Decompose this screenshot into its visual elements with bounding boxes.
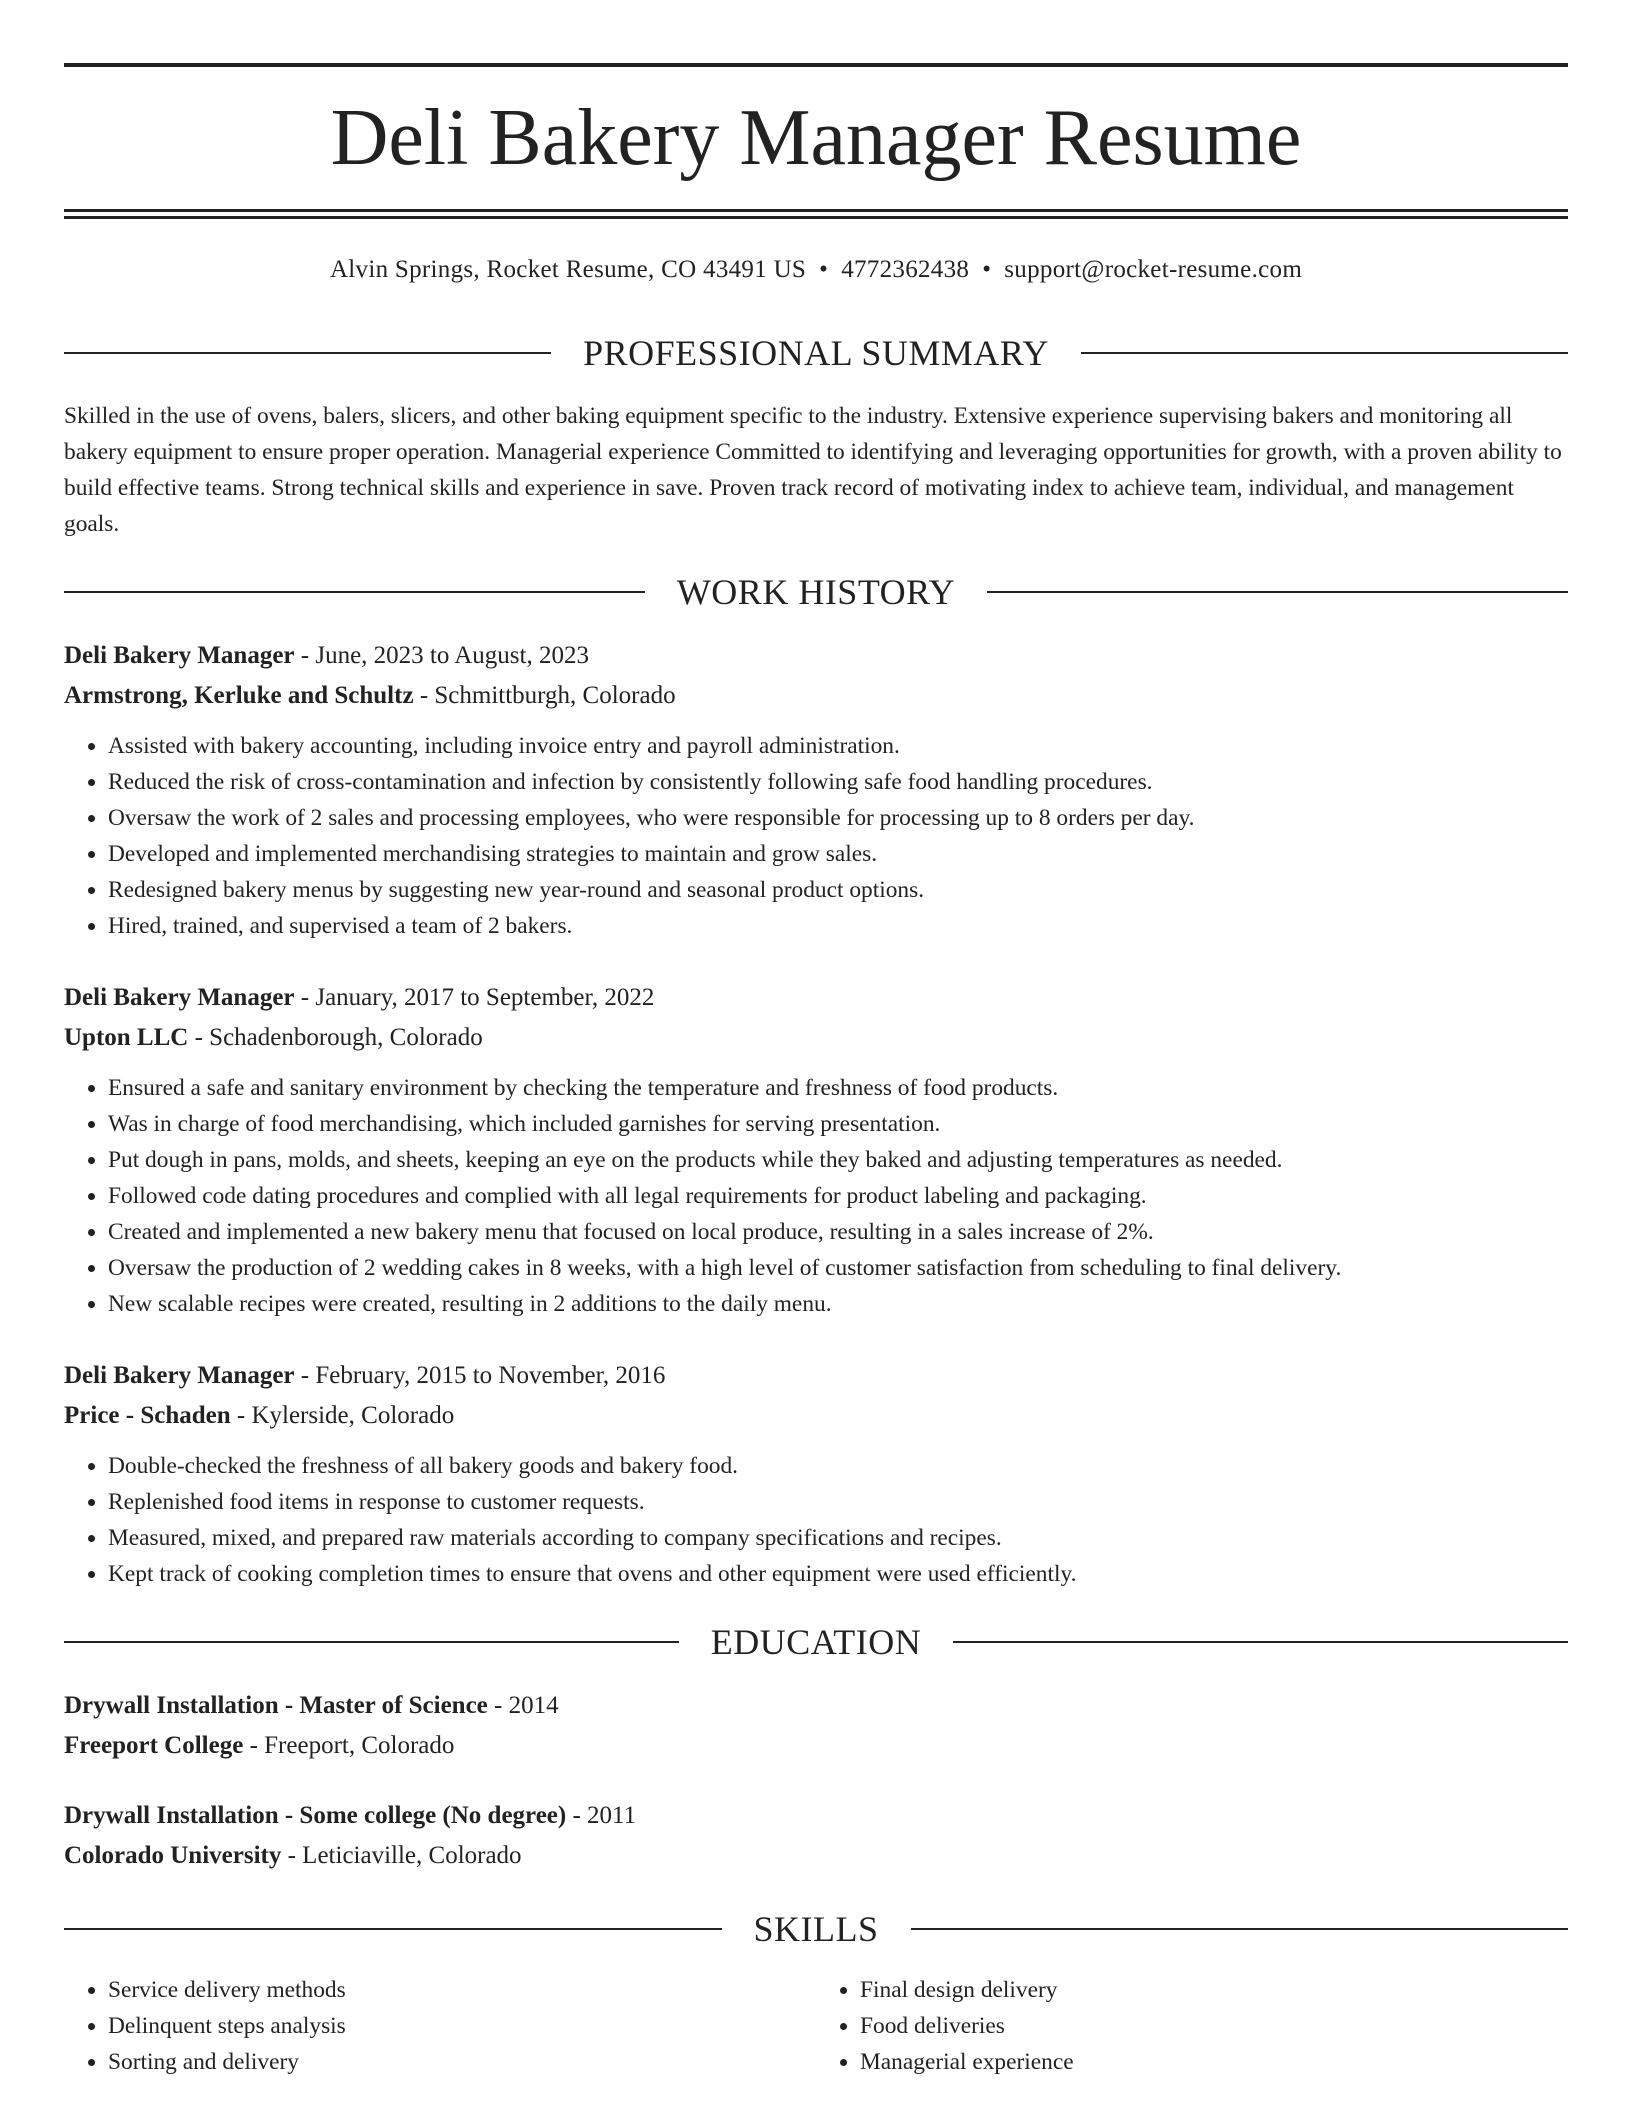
section-title: EDUCATION: [710, 1622, 922, 1662]
divider-line: [64, 591, 645, 593]
top-rule: [64, 63, 1568, 67]
job-title-line: [64, 636, 1568, 676]
job-title: Deli Bakery Manager: [64, 984, 295, 1011]
school-line: [64, 1726, 1568, 1766]
list-item: • Created and implemented a new bakery menu that focused on local produce, resulting in a sales increase of 2%.: [108, 1214, 1568, 1250]
skill-item: • Sorting and delivery: [108, 2044, 816, 2080]
school: Freeport College: [64, 1732, 244, 1759]
school-location: - Freeport, Colorado: [243, 1732, 455, 1759]
degree-line: [64, 1686, 1568, 1726]
job-title-line: [64, 1356, 1568, 1396]
list-item: • Put dough in pans, molds, and sheets, keeping an eye on the products while they baked and adjusting temperatures as needed.: [108, 1142, 1568, 1178]
job-dates: - February, 2015 to November, 2016: [294, 1362, 666, 1389]
skills-column-right: [816, 1972, 1568, 2080]
list-item: • Redesigned bakery menus by suggesting new year-round and seasonal product options.: [108, 872, 1568, 908]
job-company: Armstrong, Kerluke and Schultz: [64, 682, 414, 709]
job-location: - Schadenborough, Colorado: [188, 1024, 483, 1051]
list-item: • Assisted with bakery accounting, including invoice entry and payroll administration.: [108, 728, 1568, 764]
skill-item: • Service delivery methods: [108, 1972, 816, 2008]
contact-separator: •: [819, 256, 829, 283]
title-rule-lower: [64, 216, 1568, 219]
degree: Drywall Installation - Master of Science: [64, 1692, 488, 1719]
job-company-line: [64, 676, 1568, 716]
divider-line: [987, 591, 1568, 593]
section-heading-summary: [64, 333, 1568, 373]
job-company: Price - Schaden: [64, 1402, 231, 1429]
job-duties: [64, 1070, 1568, 1322]
education-entry: [64, 1796, 1568, 1876]
job-company: Upton LLC: [64, 1024, 189, 1051]
job-entry: [64, 978, 1568, 1322]
job-company-line: [64, 1018, 1568, 1058]
divider-line: [64, 352, 551, 354]
contact-phone: 4772362438: [841, 256, 970, 283]
list-item: • New scalable recipes were created, resulting in 2 additions to the daily menu.: [108, 1286, 1568, 1322]
contact-line: [64, 254, 1568, 286]
job-title: Deli Bakery Manager: [64, 1362, 295, 1389]
section-heading-education: [64, 1622, 1568, 1662]
summary-text: Skilled in the use of ovens, balers, slicers, and other baking equipment specific to the industry. Extensive experience supervising bakers and monitoring all bakery equipment to ensure proper operation. Managerial experience Committed to identifying and leveraging opportunities for growth, with a proven ability to build effective teams. Strong technical skills and experience in save. Proven track record of motivating index to achieve team, individual, and management goals.: [64, 403, 1562, 537]
job-location: - Kylerside, Colorado: [230, 1402, 455, 1429]
list-item: • Oversaw the production of 2 wedding cakes in 8 weeks, with a high level of customer satisfaction from scheduling to final delivery.: [108, 1250, 1568, 1286]
page-title: Deli Bakery Manager Resume: [330, 94, 1302, 182]
school-line: [64, 1836, 1568, 1876]
divider-line: [953, 1641, 1568, 1643]
list-item: • Ensured a safe and sanitary environment by checking the temperature and freshness of food products.: [108, 1070, 1568, 1106]
job-title-line: [64, 978, 1568, 1018]
job-company-line: [64, 1396, 1568, 1436]
degree-year: - 2014: [487, 1692, 559, 1719]
job-entry: [64, 636, 1568, 944]
title-rule-upper: [64, 209, 1568, 212]
divider-line: [911, 1928, 1569, 1930]
job-duties: [64, 728, 1568, 944]
skill-item: • Managerial experience: [860, 2044, 1568, 2080]
list-item: • Replenished food items in response to customer requests.: [108, 1484, 1568, 1520]
skill-item: • Delinquent steps analysis: [108, 2008, 816, 2044]
skill-item: • Final design delivery: [860, 1972, 1568, 2008]
list-item: • Double-checked the freshness of all bakery goods and bakery food.: [108, 1448, 1568, 1484]
job-dates: - June, 2023 to August, 2023: [294, 642, 589, 669]
list-item: • Oversaw the work of 2 sales and processing employees, who were responsible for processing up to 8 orders per day.: [108, 800, 1568, 836]
list-item: • Hired, trained, and supervised a team of 2 bakers.: [108, 908, 1568, 944]
degree: Drywall Installation - Some college (No degree): [64, 1802, 567, 1829]
divider-line: [1081, 352, 1568, 354]
section-heading-work-history: [64, 572, 1568, 612]
degree-line: [64, 1796, 1568, 1836]
contact-email: support@rocket-resume.com: [1004, 256, 1303, 283]
section-title: WORK HISTORY: [676, 572, 956, 612]
list-item: • Reduced the risk of cross-contamination and infection by consistently following safe food handling procedures.: [108, 764, 1568, 800]
job-entry: [64, 1356, 1568, 1592]
section-heading-skills: [64, 1909, 1568, 1949]
divider-line: [64, 1641, 679, 1643]
skill-item: • Food deliveries: [860, 2008, 1568, 2044]
section-title: SKILLS: [753, 1909, 879, 1949]
job-location: - Schmittburgh, Colorado: [413, 682, 676, 709]
school-location: - Leticiaville, Colorado: [281, 1842, 522, 1869]
contact-separator: •: [982, 256, 992, 283]
job-duties: [64, 1448, 1568, 1592]
degree-year: - 2011: [566, 1802, 637, 1829]
skills-column-left: [64, 1972, 816, 2080]
job-dates: - January, 2017 to September, 2022: [294, 984, 655, 1011]
skills-list: [64, 1972, 1568, 2080]
contact-address: Alvin Springs, Rocket Resume, CO 43491 US: [329, 256, 807, 283]
job-title: Deli Bakery Manager: [64, 642, 295, 669]
divider-line: [64, 1928, 722, 1930]
section-title: PROFESSIONAL SUMMARY: [583, 333, 1049, 373]
list-item: • Measured, mixed, and prepared raw materials according to company specifications and recipes.: [108, 1520, 1568, 1556]
list-item: • Kept track of cooking completion times to ensure that ovens and other equipment were used efficiently.: [108, 1556, 1568, 1592]
list-item: • Was in charge of food merchandising, which included garnishes for serving presentation.: [108, 1106, 1568, 1142]
school: Colorado University: [64, 1842, 282, 1869]
list-item: • Followed code dating procedures and complied with all legal requirements for product labeling and packaging.: [108, 1178, 1568, 1214]
education-entry: [64, 1686, 1568, 1766]
list-item: • Developed and implemented merchandising strategies to maintain and grow sales.: [108, 836, 1568, 872]
